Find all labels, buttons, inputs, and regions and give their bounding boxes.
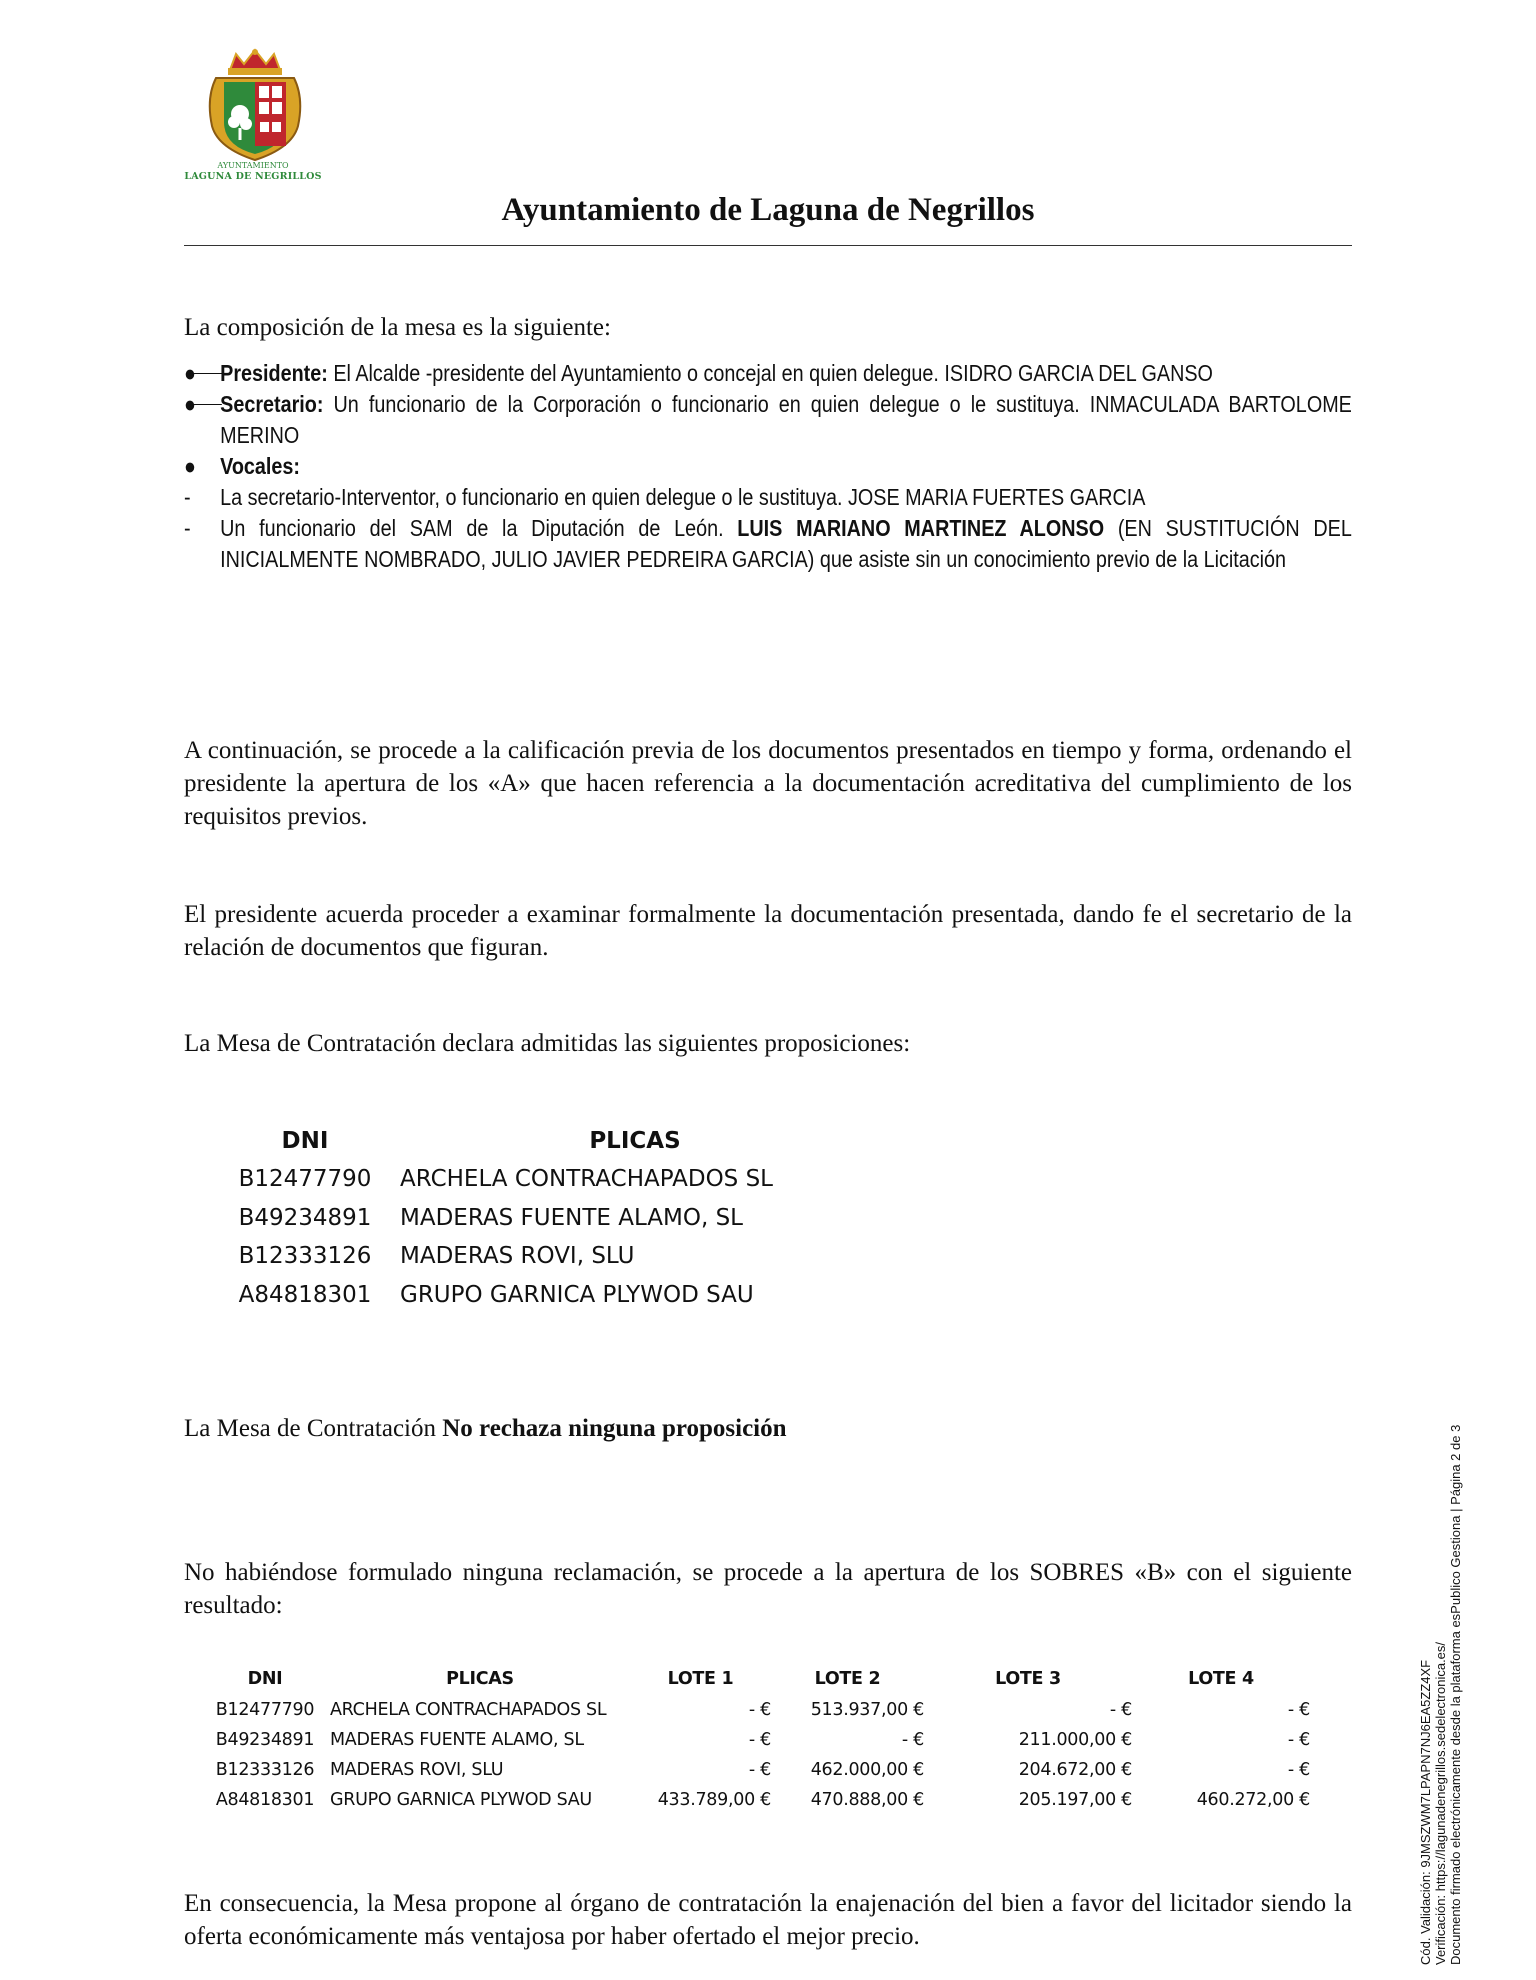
table-row [200,1725,1310,1755]
cell-lote3: - € [1109,1700,1132,1720]
sobres-paragraph: No habiéndose formulado ninguna reclamación, se procede a la apertura de los SOBRES «B» con el siguiente resultado: [184,1559,1352,1619]
member-vocal-2 [184,513,1352,575]
table-row [200,1695,1310,1725]
column-header-lote3: LOTE 3 [995,1669,1061,1689]
secretario-text: Un funcionario de la Corporación o funcionario en quien delegue o le sustituya. INMACULADA BARTOLOME MERINO [220,391,1352,448]
table-header-row [200,1663,1310,1695]
table-row [210,1160,870,1199]
admitted-bids-table [210,1122,870,1314]
cell-dni: B49234891 [238,1204,372,1231]
table-row [210,1199,870,1238]
logo-caption-line1: AYUNTAMIENTO [217,161,289,170]
table-row [210,1276,870,1315]
table-row [200,1755,1310,1785]
verification-url: Verificación: https://lagunadenegrillos.sedelectronica.es/ [1433,1641,1448,1965]
bullet-icon: ● [184,391,196,417]
cell-plica: MADERAS FUENTE ALAMO, SL [400,1204,744,1231]
table-row [200,1785,1310,1815]
column-header-lote2: LOTE 2 [814,1669,881,1689]
committee-members-list [184,358,1352,575]
cell-dni: A84818301 [238,1281,372,1308]
cell-lote4: - € [1287,1730,1310,1750]
logo-caption-line2: LAGUNA DE NEGRILLOS [184,171,322,182]
cell-plica: GRUPO GARNICA PLYWOD SAU [330,1790,592,1810]
member-vocal-1 [184,482,1352,513]
rechaza-paragraph [184,1412,1352,1445]
column-header-dni: DNI [247,1669,283,1689]
cell-plica: MADERAS ROVI, SLU [330,1760,504,1780]
presidente-text: El Alcalde -presidente del Ayuntamiento o concejal en quien delegue. ISIDRO GARCIA DEL GANSO [327,360,1213,386]
cell-dni: B49234891 [215,1730,315,1750]
column-header-lote4: LOTE 4 [1188,1669,1254,1689]
vocal2-text-pre: Un funcionario del SAM de la Diputación de León. [220,515,738,541]
member-vocales [184,451,1352,482]
cell-plica: ARCHELA CONTRACHAPADOS SL [330,1700,607,1720]
cell-lote2: 513.937,00 € [810,1700,924,1720]
cell-dni: B12477790 [238,1166,372,1193]
calificacion-paragraph: A continuación, se procede a la calificación previa de los documentos presentados en tiempo y forma, ordenando el presidente la apertura de los «A» que hacen referencia a la documentación acreditativa del cumplimiento de los requisitos previos. [184,737,1352,830]
table-header-row [210,1122,870,1160]
cell-lote2: 462.000,00 € [810,1760,924,1780]
cell-dni: A84818301 [215,1790,315,1810]
cell-lote2: - € [901,1730,924,1750]
cell-plica: GRUPO GARNICA PLYWOD SAU [400,1281,754,1308]
dash-marker: - [184,515,191,541]
page-title: Ayuntamiento de Laguna de Negrillos [501,192,1035,228]
examinar-paragraph: El presidente acuerda proceder a examinar formalmente la documentación presentada, dando fe el secretario de la relación de documentos que figuran. [184,901,1352,961]
cell-lote3: 204.672,00 € [1018,1760,1132,1780]
signature-platform-note: Documento firmado electrónicamente desde la plataforma esPublico Gestiona | Página 2 de 3 [1448,1424,1463,1965]
column-header-dni: DNI [281,1128,329,1154]
cell-plica: MADERAS FUENTE ALAMO, SL [330,1730,584,1750]
header-divider [184,245,1352,246]
bids-results-table [200,1663,1310,1815]
vocal2-name: LUIS MARIANO MARTINEZ ALONSO [737,515,1105,541]
cell-lote1: - € [748,1730,771,1750]
tab-leader-line [191,404,222,405]
dash-marker: - [184,484,191,510]
column-header-plicas: PLICAS [446,1669,514,1689]
vocal1-text: La secretario-Interventor, o funcionario en quien delegue o le sustituya. JOSE MARIA FUERTES GARCIA [220,484,1146,510]
cell-lote4: - € [1287,1700,1310,1720]
cell-dni: B12477790 [215,1700,315,1720]
cell-lote4: - € [1287,1760,1310,1780]
secretario-label: Secretario: [220,391,324,417]
cell-dni: B12333126 [215,1760,315,1780]
admitidas-paragraph: La Mesa de Contratación declara admitidas las siguientes proposiciones: [184,1030,911,1057]
consecuencia-paragraph: En consecuencia, la Mesa propone al órgano de contratación la enajenación del bien a favor del licitador siendo la oferta económicamente más ventajosa por haber ofertado el mejor precio. [184,1890,1352,1950]
cell-plica: ARCHELA CONTRACHAPADOS SL [400,1166,773,1193]
column-header-plicas: PLICAS [589,1128,681,1154]
rechaza-text: La Mesa de Contratación [184,1415,443,1442]
cell-dni: B12333126 [238,1243,372,1270]
bullet-icon: ● [184,360,196,386]
presidente-label: Presidente: [220,360,328,386]
tab-leader-line [191,373,222,374]
electronic-signature-note [1418,1425,1463,1965]
cell-lote2: 470.888,00 € [810,1790,924,1810]
vocal2-text-post: (EN SUSTITUCIÓN DEL INICIALMENTE NOMBRADO, JULIO JAVIER PEDREIRA GARCIA) que asiste sin un conocimiento previo de la Licitación [220,515,1352,572]
bullet-icon: ● [184,453,196,479]
logo-caption [178,160,328,182]
validation-code: Cód. Validación: 9JMSZWM7LPAPN7NJ6EA5ZZ4XF [1418,1659,1433,1965]
cell-lote4: 460.272,00 € [1196,1790,1310,1810]
member-presidente [184,358,1352,389]
cell-lote3: 211.000,00 € [1018,1730,1132,1750]
rechaza-bold: No rechaza ninguna proposición [442,1415,787,1442]
table-row [210,1237,870,1276]
cell-plica: MADERAS ROVI, SLU [400,1243,635,1270]
member-secretario [184,389,1352,451]
cell-lote1: 433.789,00 € [657,1790,771,1810]
cell-lote1: - € [748,1760,771,1780]
cell-lote3: 205.197,00 € [1018,1790,1132,1810]
column-header-lote1: LOTE 1 [667,1669,734,1689]
cell-lote1: - € [748,1700,771,1720]
intro-paragraph: La composición de la mesa es la siguiente: [184,314,611,341]
vocales-label: Vocales: [220,453,301,479]
